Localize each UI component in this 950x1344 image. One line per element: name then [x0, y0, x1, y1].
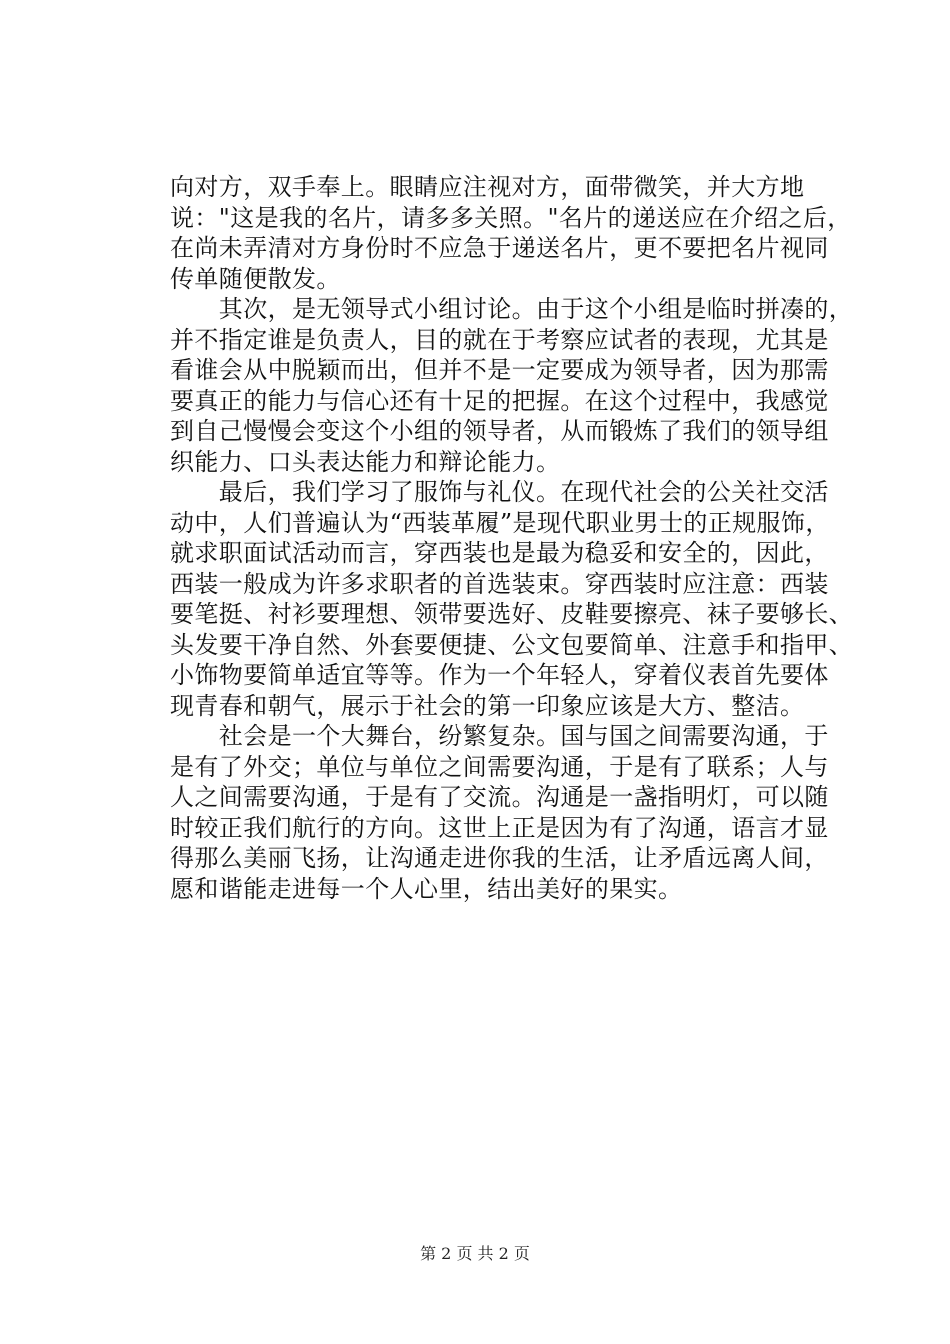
text-line: 最后，我们学习了服饰与礼仪。在现代社会的公关社交活: [170, 478, 829, 506]
text-line: 说："这是我的名片，请多多关照。"名片的递送应在介绍之后，: [170, 203, 852, 232]
text-line: 看谁会从中脱颖而出，但并不是一定要成为领导者，因为那需: [170, 356, 829, 384]
text-line: 得那么美丽飞扬，让沟通走进你我的生活，让矛盾远离人间，: [170, 844, 829, 872]
text-line: 社会是一个大舞台，纷繁复杂。国与国之间需要沟通，于: [170, 722, 829, 750]
text-line: 时较正我们航行的方向。这世上正是因为有了沟通，语言才显: [170, 813, 829, 842]
body-text: [170, 172, 854, 904]
text-line: 头发要干净自然、外套要便捷、公文包要简单、注意手和指甲、: [170, 630, 854, 659]
text-line: 愿和谐能走进每一个人心里，结出美好的果实。: [170, 874, 683, 903]
text-line: 并不指定谁是负责人，目的就在于考察应试者的表现，尤其是: [170, 325, 829, 354]
text-line: 要笔挺、衬衫要理想、领带要选好、皮鞋要擦亮、袜子要够长、: [170, 600, 854, 628]
text-line: 人之间需要沟通，于是有了交流。沟通是一盏指明灯，可以随: [170, 783, 829, 811]
page-number-footer: 第 2 页 共 2 页: [420, 1244, 530, 1263]
text-line: 就求职面试活动而言，穿西装也是最为稳妥和安全的，因此，: [170, 539, 829, 567]
text-line: 小饰物要简单适宜等等。作为一个年轻人，穿着仪表首先要体: [170, 661, 829, 689]
text-line: 是有了外交；单位与单位之间需要沟通，于是有了联系；人与: [170, 752, 829, 781]
text-line: 西装一般成为许多求职者的首选装束。穿西装时应注意：西装: [170, 569, 829, 598]
text-line: 其次，是无领导式小组讨论。由于这个小组是临时拼凑的，: [170, 295, 854, 323]
text-line: 织能力、口头表达能力和辩论能力。: [170, 447, 561, 476]
text-line: 传单随便散发。: [170, 264, 341, 293]
text-line: 要真正的能力与信心还有十足的把握。在这个过程中，我感觉: [170, 386, 829, 415]
text-line: 到自己慢慢会变这个小组的领导者，从而锻炼了我们的领导组: [170, 417, 829, 445]
text-line: 动中，人们普遍认为“西装革履”是现代职业男士的正规服饰，: [170, 508, 830, 537]
text-line: 向对方，双手奉上。眼睛应注视对方，面带微笑，并大方地: [170, 173, 805, 201]
text-line: 现青春和朝气，展示于社会的第一印象应该是大方、整洁。: [170, 691, 805, 720]
text-line: 在尚未弄清对方身份时不应急于递送名片，更不要把名片视同: [170, 234, 829, 262]
